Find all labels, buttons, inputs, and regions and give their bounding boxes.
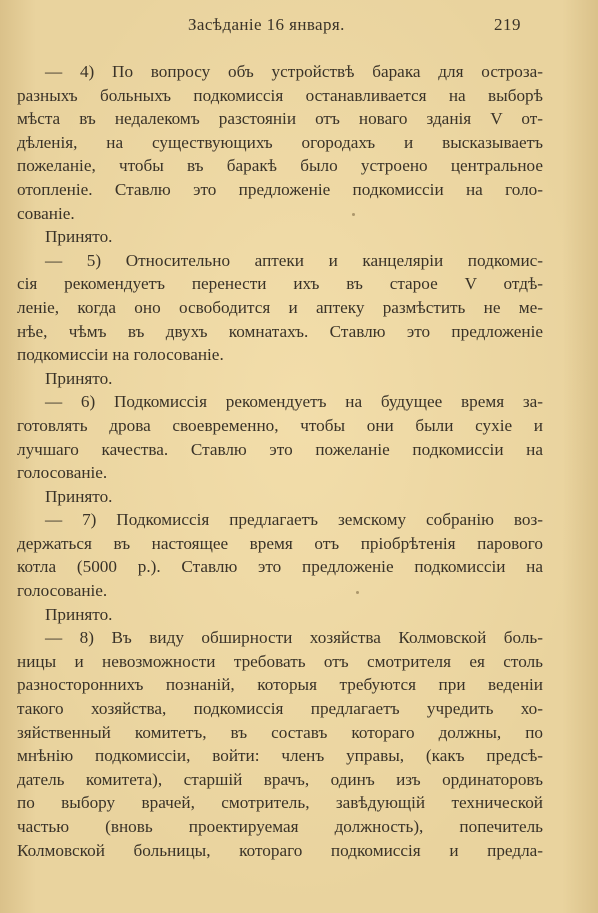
text-line: ницы и невозможности требовать отъ смотрителя ея столь [17, 651, 543, 671]
text-line: — 5) Относительно аптеки и канцеляріи подкомис- [45, 250, 543, 270]
text-line: датель комитета), старшій врачъ, одинъ изъ ординаторовъ [17, 769, 543, 789]
text-line: держаться въ настоящее время отъ пріобрѣтенія парового [17, 533, 543, 553]
text-line: лучшаго качества. Ставлю это пожеланіе подкомиссіи на [17, 439, 543, 459]
text-line: Принято. [45, 486, 113, 506]
text-line: мѣста въ недалекомъ разстояніи отъ новаго зданія V от- [17, 109, 543, 129]
body-text [17, 60, 543, 862]
text-line: разныхъ больныхъ подкомиссія останавливается на выборѣ [17, 85, 543, 105]
text-line: зяйственный комитетъ, въ составъ котораго должны, по [17, 722, 543, 742]
running-head [0, 15, 598, 39]
text-line: — 4) По вопросу объ устройствѣ барака для остроза- [45, 62, 543, 81]
text-line: — 7) Подкомиссія предлагаетъ земскому собранію воз- [45, 510, 543, 530]
text-line: готовлять дрова своевременно, чтобы они были сухіе и [17, 415, 543, 435]
text-line: Колмовской больницы, котораго подкомиссія и предла- [17, 840, 543, 860]
text-line: Принято. [45, 227, 113, 247]
running-head-title: Засѣданіе 16 января. [188, 15, 345, 34]
text-line: такого хозяйства, подкомиссія предлагаетъ учредить хо- [17, 699, 543, 719]
text-line: Принято. [45, 368, 113, 388]
text-line: котла (5000 р.). Ставлю это предложеніе подкомиссіи на [17, 557, 543, 577]
page-number: 219 [494, 15, 521, 34]
text-line: мнѣнію подкомиссіи, войти: членъ управы, (какъ предсѣ- [17, 746, 543, 766]
text-line: сованіе. [17, 203, 75, 223]
text-line: дѣленія, на существующихъ огородахъ и высказываетъ [17, 132, 543, 152]
text-line: — 8) Въ виду обширности хозяйства Колмовской боль- [45, 628, 543, 648]
text-line: отопленіе. Ставлю это предложеніе подкомиссіи на голо- [17, 179, 543, 199]
text-line: частью (вновь проектируемая должность), попечитель [17, 817, 543, 836]
paper-speck [356, 591, 359, 594]
text-line: подкомиссіи на голосованіе. [17, 345, 224, 365]
text-line: сія рекомендуетъ перенести ихъ въ старое V отдѣ- [17, 274, 543, 294]
text-line: пожеланіе, чтобы въ баракѣ было устроено центральное [17, 156, 543, 176]
text-line: разностороннихъ познаній, которыя требуются при веденіи [17, 675, 543, 695]
text-line: нѣе, чѣмъ въ двухъ комнатахъ. Ставлю это предложеніе [17, 321, 543, 341]
text-line: голосованіе. [17, 581, 108, 601]
text-line: леніе, когда оно освободится и аптеку размѣстить не ме- [17, 297, 543, 317]
paper-speck [352, 213, 355, 216]
text-line: Принято. [45, 604, 113, 624]
text-line: по выбору врачей, смотритель, завѣдующій технической [17, 793, 543, 813]
text-line: — 6) Подкомиссія рекомендуетъ на будущее время за- [45, 392, 543, 412]
text-line: голосованіе. [17, 463, 108, 483]
